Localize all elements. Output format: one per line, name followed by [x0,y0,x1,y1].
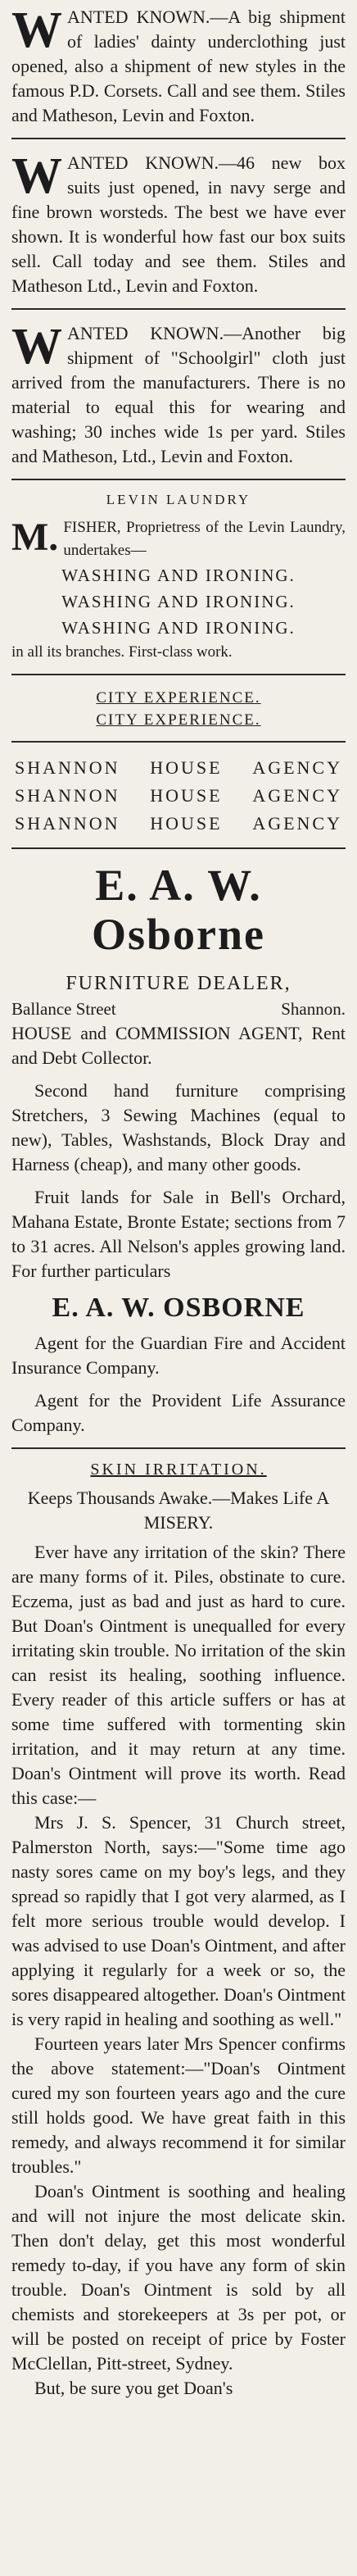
ad-body: ANTED KNOWN.—Another big shipment of "Schoolgirl" cloth just arrived from the manufacturers. There is no material to equal this for wearing and washing; 30 inches wide 1s per yard. Stiles and Matheson, Ltd., Levin and Foxton. [11,323,346,466]
skin-paragraph: But, be sure you get Doan's [34,2378,233,2398]
furniture-dealer: FURNITURE DEALER, [66,973,291,994]
skin-paragraph: Fourteen years later Mrs Spencer confirms the above statement:—"Doan's Ointment cured my son fourteen years ago and the cure still holds good. We have great faith in this remedy, and always recommend it for similar troubles." [11,2033,346,2177]
skin-irritation-ad [11,1461,346,2401]
wanted-known-ad-3 [11,321,346,469]
divider [11,674,346,675]
agency-word: AGENCY [252,785,342,806]
drop-cap: W [11,2,62,58]
skin-paragraph: Doan's Ointment is soothing and healing and will not injure the most delicate skin. Then don't delay, get this most wonderful remedy to-day, if you have any form of skin trouble. Doan's Ointment is sold by all chemists and storekeepers at 3s per pot, or will be posted on receipt of price by Foster McClellan, Pitt-street, Sydney. [11,2181,346,2374]
shannon-word: SHANNON [15,813,120,834]
drop-cap: W [11,319,62,375]
osborne-name-heading: E. A. W. Osborne [91,861,266,959]
address-line [11,997,346,1021]
skin-subheading: Keeps Thousands Awake.—Makes Life A MISERY. [27,1488,330,1533]
guardian-agent: Agent for the Guardian Fire and Accident Insurance Company. [11,1333,346,1378]
osborne-ad [11,861,346,1438]
divider [11,479,346,480]
laundry-heading: LEVIN LAUNDRY [106,492,251,507]
laundry-line: WASHING AND IRONING. [61,618,296,638]
laundry-ad [11,492,346,664]
commission-agent: HOUSE and COMMISSION AGENT, Rent and Debt Collector. [11,1023,346,1068]
wanted-known-text-1 [11,2,346,128]
wanted-known-text-3 [11,321,346,469]
shannon-word: SHANNON [15,757,120,778]
shannon-row [11,754,346,782]
fruit-lands: Fruit lands for Sale in Bell's Orchard, Mahana Estate, Bronte Estate; sections from 7 to 31 acres. All Nelson's apples growing land. For further particulars [11,1187,346,1281]
ad-body: ANTED KNOWN.—46 new box suits just opened, in navy serge and fine brown worsteds. The best we have ever shown. It is wonderful how fast our box suits sell. Call today and see them. Stiles and Matheson Ltd., Levin and Foxton. [11,152,346,296]
town: Shannon. [281,999,346,1019]
shannon-row [11,782,346,810]
secondhand-furniture: Second hand furniture comprising Stretchers, 3 Sewing Machines (equal to new), Tables, Washstands, Block Dray and Harness (cheap), and many other goods. [11,1080,346,1174]
city-experience-ad [11,687,346,731]
house-word: HOUSE [150,757,223,778]
laundry-line: WASHING AND IRONING. [61,566,296,585]
skin-paragraph: Mrs J. S. Spencer, 31 Church street, Palmerston North, says:—"Some time ago nasty sores came on my boy's legs, and they spread so rapidly that I got very alarmed, as I felt more serious trouble would develop. I was advised to use Doan's Ointment, and after applying it regularly for a week or so, the sores disappeared altogether. Doan's Ointment is very rapid in healing and soothing as well." [11,1812,346,2029]
city-line: CITY EXPERIENCE. [96,711,261,729]
agency-word: AGENCY [252,813,342,834]
wanted-known-text-2 [11,148,346,298]
city-line: CITY EXPERIENCE. [96,689,261,706]
shannon-house-agency-ad [11,754,346,838]
street: Ballance Street [11,999,116,1019]
laundry-intro [11,516,346,562]
house-word: HOUSE [150,785,223,806]
drop-cap: W [11,148,62,204]
laundry-closing: in all its branches. First-class work. [11,643,233,661]
laundry-intro-text: FISHER, Proprietress of the Levin Laundry, undertakes— [63,519,346,559]
house-word: HOUSE [150,813,223,834]
wanted-known-ad-1 [11,2,346,128]
divider [11,308,346,310]
agency-word: AGENCY [252,757,342,778]
drop-cap: M. [11,516,59,559]
shannon-word: SHANNON [15,785,120,806]
laundry-line: WASHING AND IRONING. [61,592,296,611]
shannon-row [11,810,346,838]
divider [11,741,346,743]
ad-body: ANTED KNOWN.—A big shipment of ladies' dainty underclothing just opened, also a shipment of new styles in the famous P.D. Corsets. Call and see them. Stiles and Matheson, Levin and Foxton. [11,7,346,125]
divider [11,138,346,139]
divider [11,847,346,849]
divider [11,1447,346,1449]
skin-paragraph: Ever have any irritation of the skin? There are many forms of it. Piles, obstinate to cure. Eczema, just as bad and just as hard to cure. But Doan's Ointment is unequalled for every irritating skin trouble. No irritation of the skin can resist its healing, soothing influence. Every reader of this article suffers or has at some time suffered with tormenting skin irritation, and it may return at any time. Doan's Ointment will prove its worth. Read this case:— [11,1542,346,1808]
provident-agent: Agent for the Provident Life Assurance Company. [11,1390,346,1435]
skin-heading: SKIN IRRITATION. [90,1461,267,1479]
osborne-name-repeat: E. A. W. OSBORNE [52,1293,305,1323]
wanted-known-ad-2 [11,148,346,298]
